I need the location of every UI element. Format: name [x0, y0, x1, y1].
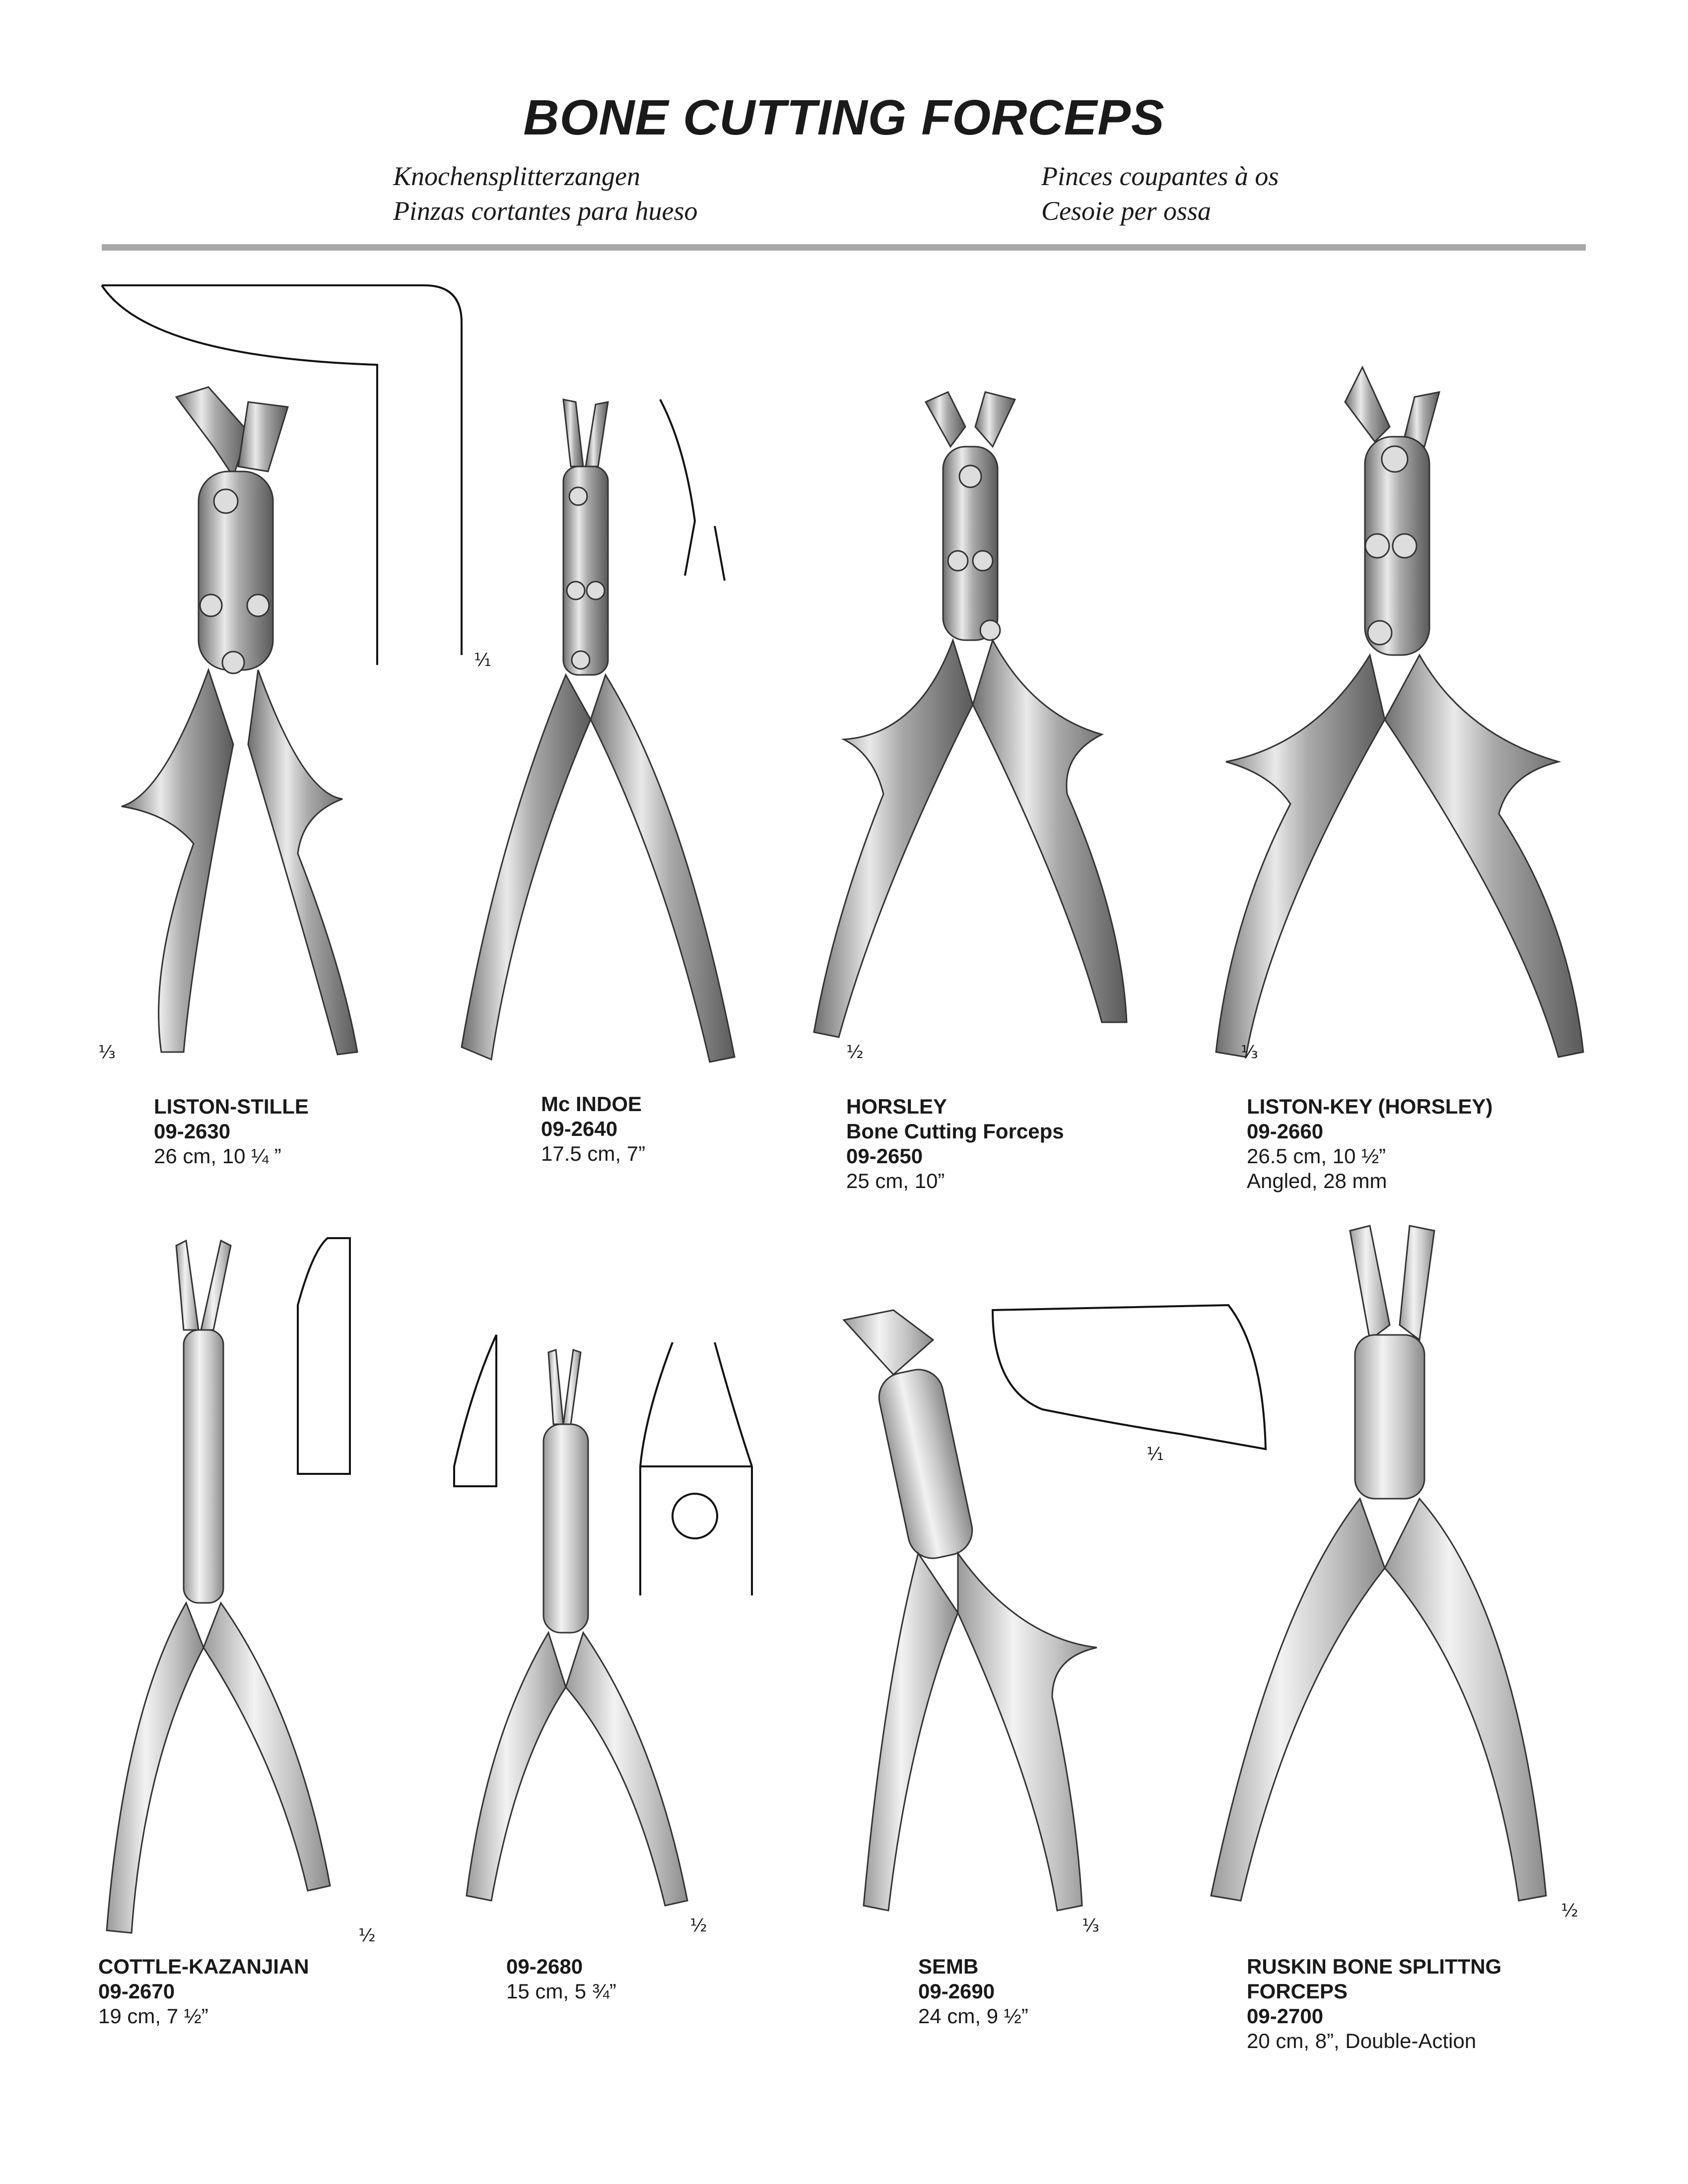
- caption-2680: [506, 1954, 616, 2004]
- product-code: 09-2650: [846, 1144, 923, 1168]
- product-size: 17.5 cm, 7”: [541, 1142, 646, 1165]
- product-name: Mc INDOE: [541, 1092, 642, 1116]
- caption-horsley: [846, 1094, 1064, 1193]
- ruskin-illustration: [1211, 1226, 1546, 1901]
- product-code: 09-2700: [1247, 2004, 1324, 2028]
- product-size: 15 cm, 5 ¾”: [506, 1980, 616, 2003]
- subtitle-french: Pinces coupantes à os: [1041, 161, 1279, 191]
- product-size: 25 cm, 10”: [846, 1169, 945, 1192]
- product-subname: FORCEPS: [1247, 1980, 1348, 2003]
- product-size: 26 cm, 10 ¼ ”: [154, 1144, 281, 1168]
- forceps-2680-illustration: [454, 1335, 752, 1906]
- subtitle-german: Knochensplitterzangen: [393, 161, 640, 191]
- product-subname: Bone Cutting Forceps: [846, 1120, 1064, 1143]
- product-code: 09-2670: [98, 1980, 175, 2003]
- product-size: 20 cm, 8”, Double-Action: [1247, 2029, 1477, 2052]
- product-name: LISTON-KEY (HORSLEY): [1247, 1095, 1493, 1118]
- scale-semb-detail: ¹⁄₁: [1147, 1444, 1164, 1464]
- product-size: 19 cm, 7 ½”: [98, 2004, 208, 2028]
- product-code: 09-2640: [541, 1117, 618, 1140]
- product-name: COTTLE-KAZANJIAN: [98, 1955, 309, 1978]
- caption-ruskin: [1247, 1954, 1501, 2053]
- product-code: 09-2630: [154, 1120, 231, 1143]
- product-code: 09-2660: [1247, 1120, 1324, 1143]
- caption-liston-key: [1247, 1094, 1493, 1193]
- scale-semb: ⅓: [1082, 1916, 1099, 1936]
- caption-mc-indoe: [541, 1092, 645, 1166]
- cottle-kazanjian-illustration: [107, 1238, 350, 1933]
- scale-ruskin: ½: [1561, 1901, 1578, 1921]
- scale-2680: ½: [690, 1916, 707, 1936]
- scale-liston-stille-detail: ¹⁄₁: [474, 650, 491, 670]
- scale-liston-key: ⅓: [1241, 1042, 1258, 1062]
- caption-liston-stille: [154, 1094, 309, 1169]
- page-title: BONE CUTTING FORCEPS: [523, 90, 1165, 145]
- scale-cottle-kazanjian: ½: [358, 1925, 376, 1946]
- liston-stille-illustration: [102, 285, 462, 1055]
- product-name: HORSLEY: [846, 1095, 947, 1118]
- caption-semb: [918, 1954, 1028, 2029]
- mc-indoe-illustration: [462, 399, 735, 1062]
- product-code: 09-2680: [506, 1955, 583, 1978]
- subtitle-spanish: Pinzas cortantes para hueso: [393, 196, 698, 226]
- subtitle-italian: Cesoie per ossa: [1041, 196, 1211, 226]
- caption-cottle-kazanjian: [98, 1954, 309, 2029]
- product-code: 09-2690: [918, 1980, 995, 2003]
- product-size: 26.5 cm, 10 ½”: [1247, 1144, 1386, 1168]
- scale-liston-stille: ⅓: [98, 1042, 116, 1062]
- scale-horsley: ½: [846, 1042, 864, 1062]
- semb-illustration: [844, 1305, 1266, 1911]
- horsley-illustration: [814, 392, 1127, 1037]
- product-name: SEMB: [918, 1955, 979, 1978]
- product-name: LISTON-STILLE: [154, 1095, 309, 1118]
- liston-key-illustration: [1216, 367, 1583, 1057]
- product-name: RUSKIN BONE SPLITTNG: [1247, 1955, 1502, 1978]
- product-size: 24 cm, 9 ½”: [918, 2004, 1028, 2028]
- product-extra: Angled, 28 mm: [1247, 1169, 1387, 1192]
